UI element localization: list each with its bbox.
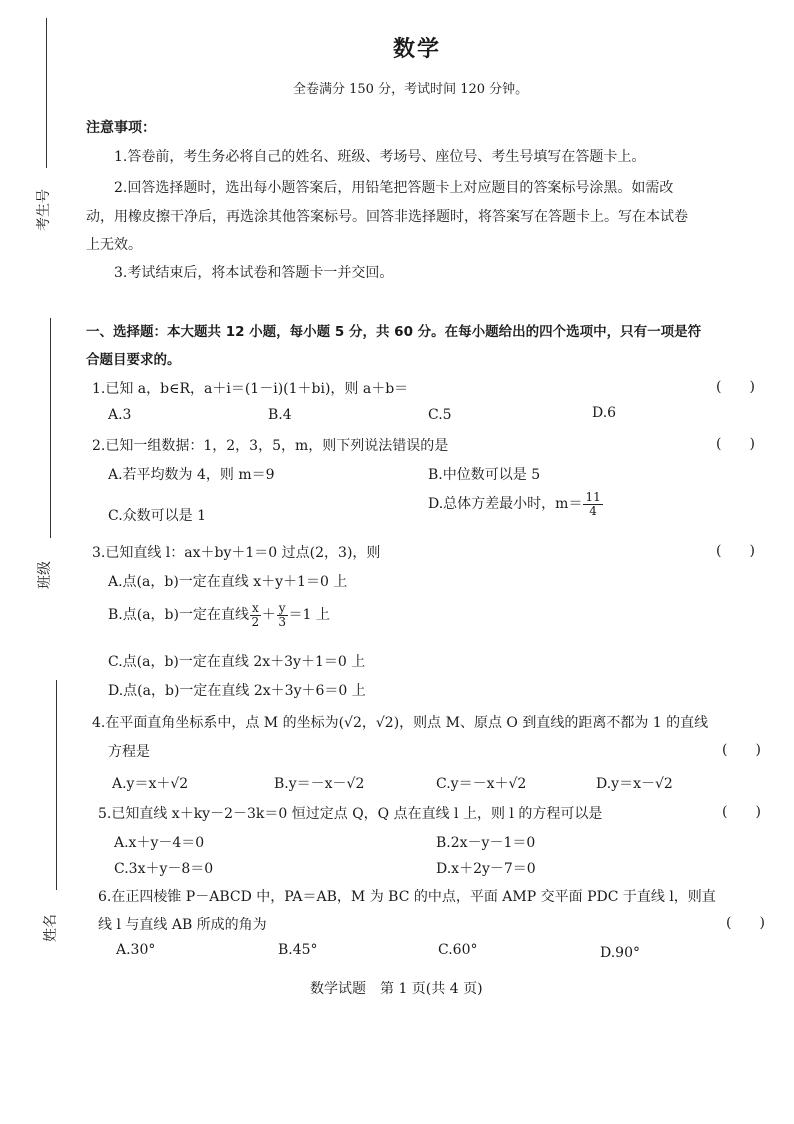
question-6-option-a: A.30° xyxy=(116,942,156,958)
question-2-option-d-text: D.总体方差最小时，m＝ xyxy=(428,496,583,513)
question-1-option-d: D.6 xyxy=(592,405,617,421)
question-1-answer-bracket: ( ) xyxy=(716,379,755,395)
question-2-option-d xyxy=(428,491,604,517)
question-1-option-c: C.5 xyxy=(428,407,452,423)
question-1-stem: 1.已知 a，b∈R，a＋i＝(1－i)(1＋bi)，则 a＋b＝ xyxy=(92,381,409,397)
question-3-option-a: A.点(a，b)一定在直线 x＋y＋1＝0 上 xyxy=(108,574,348,590)
question-5-option-a: A.x＋y－4＝0 xyxy=(114,835,205,851)
section-heading: 一、选择题：本大题共 12 小题，每小题 5 分，共 60 分。在每小题给出的四个选项中，只有一项是符 xyxy=(86,324,702,340)
question-6-stem-cont: 线 l 与直线 AB 所成的角为 xyxy=(98,917,267,933)
question-2-option-a: A.若平均数为 4，则 m＝9 xyxy=(108,467,275,483)
notice-item-3: 3.考试结束后，将本试卷和答题卡一并交回。 xyxy=(114,265,394,281)
question-4-answer-bracket: ( ) xyxy=(722,742,761,758)
question-4-option-d: D.y＝x－√2 xyxy=(596,776,673,792)
question-6-option-d: D.90° xyxy=(600,945,640,961)
notice-item-2-end: 上无效。 xyxy=(86,237,142,253)
fraction-11-over-4: $\frac{11}{4}$ xyxy=(585,490,601,518)
question-4-option-b: B.y＝－x－√2 xyxy=(274,776,365,792)
question-3-option-b: B.点(a，b)一定在直线 $\frac{x}{2}$ ＋ $\frac{y}{3}$ ＝1 上 xyxy=(108,601,330,629)
question-2-answer-bracket: ( ) xyxy=(716,436,755,452)
notice-item-2-cont: 动，用橡皮擦干净后，再选涂其他答案标号。回答非选择题时，将答案写在答题卡上。写在本试卷 xyxy=(86,209,688,225)
exam-number-label: 考生号 xyxy=(36,189,52,231)
binding-line-middle xyxy=(50,318,51,538)
question-4-stem-cont: 方程是 xyxy=(108,744,150,760)
name-label: 姓名 xyxy=(43,914,59,942)
question-1-option-a: A.3 xyxy=(108,407,132,423)
question-3-stem: 3.已知直线 l：ax＋by＋1＝0 过点(2，3)，则 xyxy=(92,545,381,561)
question-6-stem: 6.在正四棱锥 P－ABCD 中，PA＝AB，M 为 BC 的中点，平面 AMP 交平面 PDC 于直线 l，则直 xyxy=(98,889,716,905)
question-2-stem: 2.已知一组数据：1，2，3，5，m，则下列说法错误的是 xyxy=(92,438,449,454)
page-title: 数学 xyxy=(393,37,442,62)
question-5-option-d: D.x＋2y－7＝0 xyxy=(436,861,536,877)
question-6-answer-bracket: ( ) xyxy=(726,915,765,931)
notice-heading: 注意事项： xyxy=(86,120,156,136)
question-4-option-a: A.y＝x＋√2 xyxy=(112,776,189,792)
question-3-answer-bracket: ( ) xyxy=(716,543,755,559)
binding-line-bottom xyxy=(56,680,57,890)
question-5-answer-bracket: ( ) xyxy=(722,804,761,820)
question-2-option-c: C.众数可以是 1 xyxy=(108,508,207,524)
exam-subtitle: 全卷满分 150 分，考试时间 120 分钟。 xyxy=(293,82,529,97)
question-3-option-d: D.点(a，b)一定在直线 2x＋3y＋6＝0 上 xyxy=(108,683,366,699)
question-6-option-c: C.60° xyxy=(438,942,478,958)
question-6-option-b: B.45° xyxy=(278,942,318,958)
question-4-stem: 4.在平面直角坐标系中，点 M 的坐标为(√2，√2)，则点 M、原点 O 到直线的距离不都为 1 的直线 xyxy=(92,715,709,731)
section-heading-cont: 合题目要求的。 xyxy=(86,352,181,368)
class-label: 班级 xyxy=(37,561,53,589)
question-2-option-b: B.中位数可以是 5 xyxy=(428,467,541,483)
question-5-option-c: C.3x＋y－8＝0 xyxy=(114,861,214,877)
notice-item-2: 2.回答选择题时，选出每小题答案后，用铅笔把答题卡上对应题目的答案标号涂黑。如需改 xyxy=(114,180,674,196)
question-5-option-b: B.2x－y－1＝0 xyxy=(436,835,536,851)
notice-item-1: 1.答卷前，考生务必将自己的姓名、班级、考场号、座位号、考生号填写在答题卡上。 xyxy=(114,149,646,165)
page-footer: 数学试题 第 1 页(共 4 页) xyxy=(310,981,483,997)
question-5-stem: 5.已知直线 x＋ky－2－3k＝0 恒过定点 Q，Q 点在直线 l 上，则 l 的方程可以是 xyxy=(98,806,603,822)
fraction-y-over-3: $\frac{y}{3}$ xyxy=(278,601,286,629)
question-1-option-b: B.4 xyxy=(268,407,292,423)
question-4-option-c: C.y＝－x＋√2 xyxy=(436,776,527,792)
fraction-x-over-2: $\frac{x}{2}$ xyxy=(251,601,260,629)
question-3-option-c: C.点(a，b)一定在直线 2x＋3y＋1＝0 上 xyxy=(108,654,366,670)
binding-line-top xyxy=(46,18,47,168)
